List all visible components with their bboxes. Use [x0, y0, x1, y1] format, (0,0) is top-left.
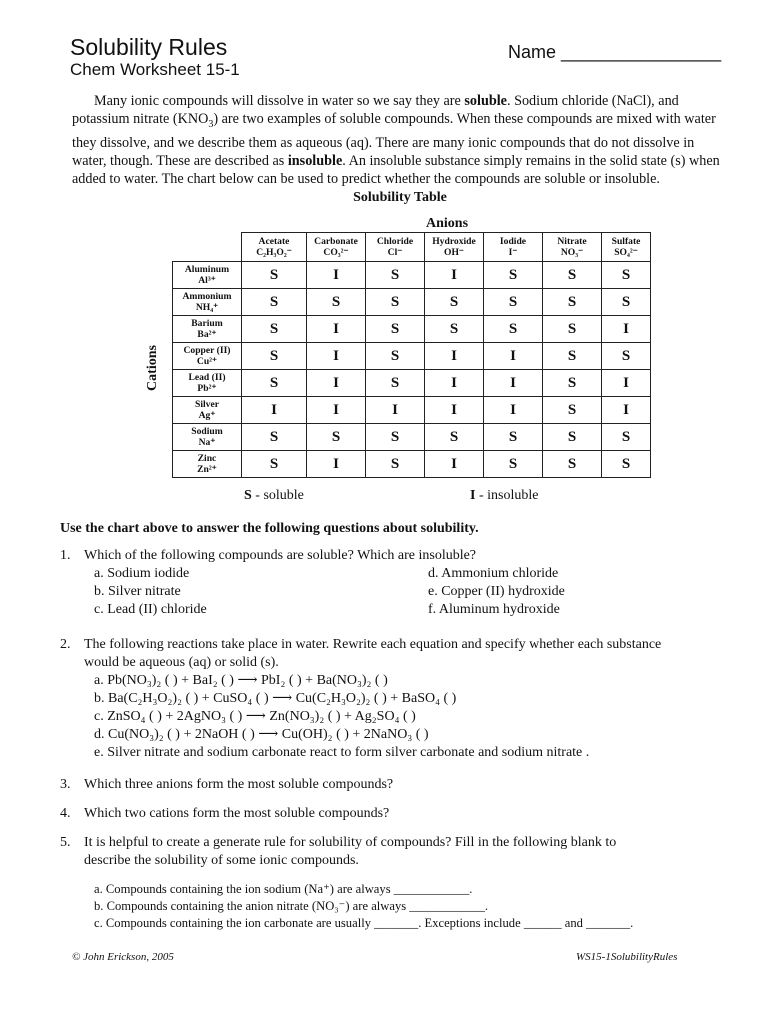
solubility-cell: S — [425, 289, 484, 316]
table-row — [173, 343, 651, 370]
column-header — [366, 233, 425, 262]
cation-formula: Al³⁺ — [198, 275, 216, 286]
legend-insoluble — [470, 488, 538, 504]
anion-name: Acetate — [258, 236, 290, 247]
q5-text-line2: describe the solubility of some ionic compounds. — [84, 853, 359, 868]
solubility-cell: S — [242, 262, 307, 289]
solubility-cell: I — [425, 370, 484, 397]
solubility-table — [172, 232, 651, 478]
solubility-cell: I — [602, 397, 651, 424]
column-header — [602, 233, 651, 262]
cation-name: Zinc — [197, 453, 217, 464]
solubility-cell: S — [602, 289, 651, 316]
row-header — [173, 370, 242, 397]
q2-text-line1: The following reactions take place in water. Rewrite each equation and specify whether each substance — [84, 637, 662, 652]
q2-equation-c: c. ZnSO₄ ( ) + 2AgNO₃ ( ) ⟶ Zn(NO₃)₂ ( ) + Ag₂SO₄ ( ) — [94, 709, 416, 724]
table-header-row — [173, 233, 651, 262]
cation-formula: Pb²⁺ — [197, 383, 217, 394]
solubility-cell: S — [242, 451, 307, 478]
column-header — [242, 233, 307, 262]
q1-item-b: b. Silver nitrate — [94, 584, 181, 599]
anion-name: Iodide — [499, 236, 527, 247]
cation-formula: Cu²⁺ — [196, 356, 218, 367]
anion-name: Chloride — [376, 236, 414, 247]
intro-subscript: 3 — [208, 118, 214, 130]
solubility-cell: S — [366, 289, 425, 316]
soluble-term: soluble — [464, 93, 507, 109]
cation-name: Silver — [195, 399, 219, 410]
solubility-cell: S — [602, 343, 651, 370]
q1-number: 1. — [60, 548, 71, 563]
solubility-cell: S — [543, 316, 602, 343]
cation-name: Barium — [191, 318, 223, 329]
solubility-cell: S — [366, 343, 425, 370]
solubility-cell: S — [484, 316, 543, 343]
solubility-cell: S — [425, 316, 484, 343]
solubility-cell: S — [366, 370, 425, 397]
solubility-cell: S — [366, 262, 425, 289]
solubility-cell: I — [242, 397, 307, 424]
table-body — [173, 262, 651, 478]
q1-text: Which of the following compounds are soluble? Which are insoluble? — [84, 548, 477, 563]
q2-text-line2: would be aqueous (aq) or solid (s). — [84, 655, 279, 670]
instructions: Use the chart above to answer the following questions about solubility. — [60, 521, 479, 536]
q5-item-c: c. Compounds containing the ion carbonate are usually _______. Exceptions include ______ and _______. — [94, 916, 634, 930]
table-row — [173, 370, 651, 397]
q3-text: Which three anions form the most soluble compounds? — [84, 777, 394, 792]
solubility-cell: S — [602, 262, 651, 289]
solubility-cell: S — [484, 451, 543, 478]
solubility-cell: S — [366, 424, 425, 451]
intro-text: ) are two examples of soluble compounds. When these compounds are mixed with water they dissolve, and we describe them as aqueous (aq). There are many ionic compounds that do not dissolve in water, though. These are described as — [72, 111, 716, 169]
legend-soluble — [244, 488, 304, 504]
anion-formula: OH⁻ — [444, 247, 464, 258]
q1-item-a: a. Sodium iodide — [94, 566, 190, 581]
solubility-cell: S — [543, 397, 602, 424]
solubility-cell: S — [484, 262, 543, 289]
anion-formula: Cl⁻ — [387, 247, 403, 258]
solubility-cell: S — [543, 262, 602, 289]
solubility-cell: I — [602, 316, 651, 343]
solubility-cell: S — [366, 451, 425, 478]
legend-s-key: S — [244, 488, 252, 503]
column-header — [484, 233, 543, 262]
q1-item-c: c. Lead (II) chloride — [94, 602, 207, 617]
solubility-cell: S — [307, 289, 366, 316]
solubility-cell: S — [543, 289, 602, 316]
intro-text: . An insoluble substance simply remains in the solid state (s) when added to water. The chart below can be used to predict whether the compounds are soluble or insoluble. — [72, 152, 720, 187]
table-row — [173, 397, 651, 424]
solubility-cell: I — [425, 262, 484, 289]
solubility-cell: S — [543, 451, 602, 478]
table-row — [173, 262, 651, 289]
solubility-cell: I — [307, 451, 366, 478]
intro-text: Many ionic compounds will dissolve in water so we say they are — [94, 93, 465, 109]
anion-name: Carbonate — [314, 236, 358, 247]
column-header — [307, 233, 366, 262]
column-header — [425, 233, 484, 262]
table-title: Solubility Table — [353, 190, 447, 205]
solubility-cell: S — [543, 424, 602, 451]
name-field: Name ________________ — [508, 42, 722, 62]
solubility-cell: S — [242, 343, 307, 370]
q5-number: 5. — [60, 835, 71, 850]
worksheet-subtitle: Chem Worksheet 15-1 — [70, 60, 240, 79]
q2-item-e: e. Silver nitrate and sodium carbonate react to form silver carbonate and sodium nitrate . — [94, 745, 590, 760]
solubility-cell: I — [425, 451, 484, 478]
solubility-cell: S — [602, 424, 651, 451]
anion-formula: C₂H₃O₂⁻ — [256, 247, 292, 258]
row-header — [173, 451, 242, 478]
cation-name: Aluminum — [184, 264, 230, 275]
solubility-cell: I — [425, 397, 484, 424]
row-header — [173, 397, 242, 424]
solubility-cell: I — [484, 370, 543, 397]
solubility-cell: I — [307, 397, 366, 424]
solubility-cell: S — [543, 370, 602, 397]
intro-text: . Sodium chloride (NaCl), and potassium nitrate (KNO — [72, 93, 679, 127]
table-row — [173, 316, 651, 343]
anion-formula: CO₃²⁻ — [323, 247, 349, 258]
solubility-cell: S — [484, 289, 543, 316]
solubility-cell: I — [307, 262, 366, 289]
q2-number: 2. — [60, 637, 71, 652]
solubility-cell: S — [242, 424, 307, 451]
solubility-cell: I — [366, 397, 425, 424]
footer-copyright: © John Erickson, 2005 — [72, 951, 174, 963]
solubility-cell: S — [307, 424, 366, 451]
row-header — [173, 316, 242, 343]
solubility-cell: S — [242, 316, 307, 343]
worksheet-title: Solubility Rules — [70, 34, 228, 60]
solubility-cell: S — [366, 316, 425, 343]
footer-filename: WS15-1SolubilityRules — [576, 951, 678, 963]
cation-name: Lead (II) — [188, 372, 226, 383]
table-corner — [173, 233, 242, 262]
solubility-cell: S — [543, 343, 602, 370]
solubility-cell: S — [602, 451, 651, 478]
cation-formula: Zn²⁺ — [197, 464, 217, 475]
q2-equation-a: a. Pb(NO₃)₂ ( ) + BaI₂ ( ) ⟶ PbI₂ ( ) + Ba(NO₃)₂ ( ) — [94, 673, 388, 688]
row-header — [173, 424, 242, 451]
legend-i-text: - insoluble — [475, 488, 539, 503]
cation-formula: NH₄⁺ — [195, 302, 219, 313]
row-header — [173, 343, 242, 370]
q1-item-f: f. Aluminum hydroxide — [428, 602, 560, 617]
anion-formula: I⁻ — [508, 247, 518, 258]
q2-equation-d: d. Cu(NO₃)₂ ( ) + 2NaOH ( ) ⟶ Cu(OH)₂ ( ) + 2NaNO₃ ( ) — [94, 727, 429, 742]
solubility-cell: I — [307, 370, 366, 397]
solubility-cell: S — [484, 424, 543, 451]
cation-formula: Ag⁺ — [198, 410, 216, 421]
solubility-cell: S — [425, 424, 484, 451]
cation-formula: Na⁺ — [198, 437, 216, 448]
table-row — [173, 289, 651, 316]
anion-name: Sulfate — [611, 236, 641, 247]
cation-formula: Ba²⁺ — [197, 329, 217, 340]
q4-text: Which two cations form the most soluble compounds? — [84, 806, 390, 821]
q5-item-b: b. Compounds containing the anion nitrate (NO₃⁻) are always ____________. — [94, 899, 489, 913]
solubility-cell: I — [307, 343, 366, 370]
q5-text-line1: It is helpful to create a generate rule for solubility of compounds? Fill in the following blank to — [84, 835, 617, 850]
legend-i-key: I — [470, 488, 476, 503]
solubility-cell: I — [425, 343, 484, 370]
cation-name: Copper (II) — [183, 345, 231, 356]
table-row — [173, 451, 651, 478]
anions-label: Anions — [426, 216, 469, 231]
solubility-cell: I — [484, 397, 543, 424]
row-header — [173, 262, 242, 289]
cation-name: Sodium — [191, 426, 223, 437]
q5-item-a: a. Compounds containing the ion sodium (Na⁺) are always ____________. — [94, 882, 473, 896]
table-row — [173, 424, 651, 451]
q2-equation-b: b. Ba(C₂H₃O₂)₂ ( ) + CuSO₄ ( ) ⟶ Cu(C₂H₃O₂)₂ ( ) + BaSO₄ ( ) — [94, 691, 457, 706]
q1-item-e: e. Copper (II) hydroxide — [428, 584, 565, 599]
anion-formula: NO₃⁻ — [560, 247, 584, 258]
insoluble-term: insoluble — [287, 152, 343, 169]
q3-number: 3. — [60, 777, 71, 792]
anion-formula: SO₄²⁻ — [614, 247, 638, 258]
legend-s-text: - soluble — [251, 488, 304, 503]
anion-name: Nitrate — [557, 236, 587, 247]
row-header — [173, 289, 242, 316]
solubility-cell: S — [242, 289, 307, 316]
q1-item-d: d. Ammonium chloride — [428, 566, 559, 581]
cation-name: Ammonium — [182, 291, 232, 302]
q4-number: 4. — [60, 806, 71, 821]
intro-paragraph — [72, 92, 720, 188]
solubility-cell: I — [484, 343, 543, 370]
cations-label: Cations — [144, 345, 160, 391]
column-header — [543, 233, 602, 262]
solubility-cell: S — [242, 370, 307, 397]
solubility-cell: I — [307, 316, 366, 343]
solubility-cell: I — [602, 370, 651, 397]
anion-name: Hydroxide — [432, 236, 476, 247]
